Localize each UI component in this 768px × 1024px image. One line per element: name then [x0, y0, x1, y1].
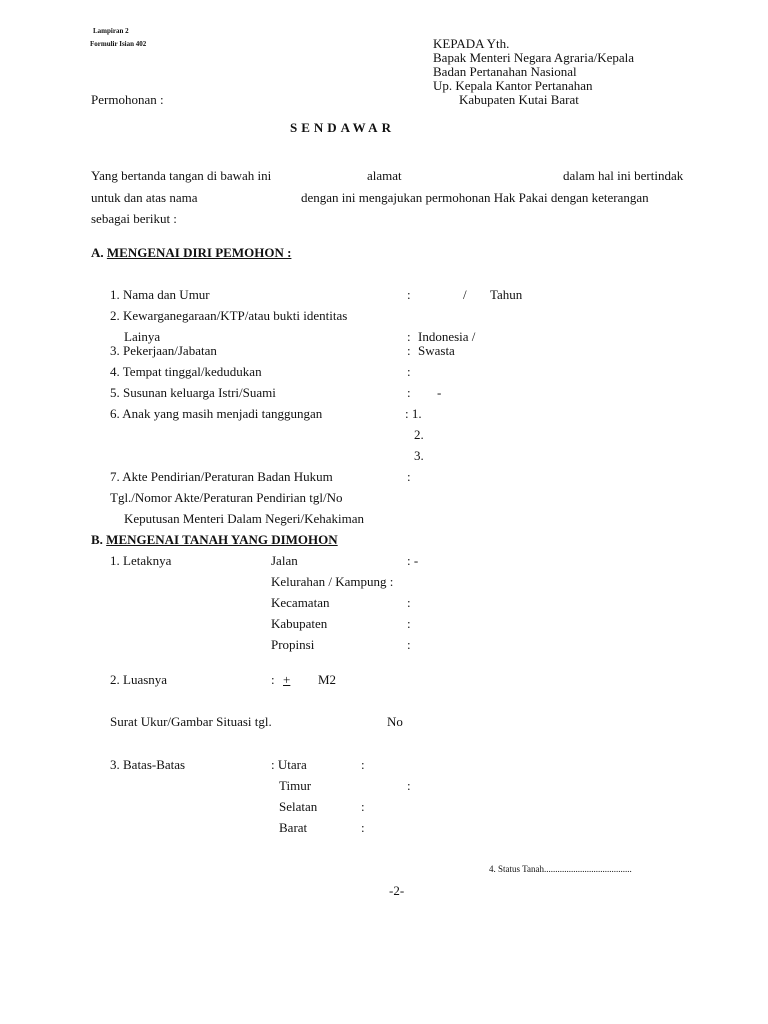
intro-line-2a: untuk dan atas nama	[91, 190, 198, 205]
a7-continuation-1: Tgl./Nomor Akte/Peraturan Pendirian tgl/No	[110, 490, 343, 505]
a6-value-2: 2.	[414, 427, 424, 442]
section-a-heading	[91, 245, 291, 261]
kepada-label: KEPADA Yth.	[433, 36, 510, 51]
a7-colon: :	[407, 469, 411, 484]
b2-label: 2. Luasnya	[110, 672, 168, 687]
b3-barat-colon: :	[361, 820, 365, 835]
section-b-title: MENGENAI TANAH YANG DIMOHON	[106, 532, 338, 547]
section-b-letter: B.	[91, 532, 103, 547]
a6-value-3: 3.	[414, 448, 424, 463]
a1-label: 1. Nama dan Umur	[110, 287, 210, 302]
intro-line-1c: dalam hal ini bertindak	[563, 168, 684, 183]
a3-label: 3. Pekerjaan/Jabatan	[110, 343, 217, 358]
a4-label: 4. Tempat tinggal/kedudukan	[110, 364, 262, 379]
b1-kabupaten: Kabupaten	[271, 616, 328, 631]
address-line-4: Kabupaten Kutai Barat	[459, 92, 579, 107]
a1-tahun: Tahun	[490, 287, 523, 302]
section-a-letter: A.	[91, 245, 104, 260]
b1-kecamatan: Kecamatan	[271, 595, 330, 610]
b1-propinsi: Propinsi	[271, 637, 315, 652]
a3-value: Swasta	[418, 343, 455, 358]
address-line-2: Badan Pertanahan Nasional	[433, 64, 577, 79]
b3-barat: Barat	[279, 820, 308, 835]
section-a-title: MENGENAI DIRI PEMOHON :	[106, 245, 292, 260]
intro-line-1a: Yang bertanda tangan di bawah ini	[91, 168, 272, 183]
b1-kabupaten-colon: :	[407, 616, 411, 631]
page-number: -2-	[389, 883, 405, 898]
b1-jalan: Jalan	[271, 553, 298, 568]
formulir-label: Formulir Isian 402	[90, 40, 147, 48]
intro-line-3: sebagai berikut :	[91, 211, 177, 226]
a5-label: 5. Susunan keluarga Istri/Suami	[110, 385, 276, 400]
a2-label: 2. Kewarganegaraan/KTP/atau bukti identitas	[110, 308, 348, 323]
b3-selatan: Selatan	[279, 799, 318, 814]
permohonan-label: Permohonan :	[91, 92, 164, 107]
b2-unit: M2	[318, 672, 337, 687]
b1-kelurahan: Kelurahan / Kampung :	[271, 574, 394, 589]
lampiran-label: Lampiran 2	[93, 27, 129, 35]
a2-value: Indonesia /	[418, 329, 476, 344]
a2-continuation: Lainya	[124, 329, 161, 344]
a2-colon: :	[407, 329, 411, 344]
a6-value-1: : 1.	[405, 406, 422, 421]
a5-colon: :	[407, 385, 411, 400]
b2-colon: :	[271, 672, 275, 687]
b1-kecamatan-colon: :	[407, 595, 411, 610]
section-b-heading	[91, 532, 338, 548]
status-tanah-continuation: 4. Status Tanah.......................................	[489, 864, 632, 874]
address-line-3: Up. Kepala Kantor Pertanahan	[433, 78, 593, 93]
b3-label: 3. Batas-Batas	[110, 757, 186, 772]
surat-ukur-no: No	[387, 714, 403, 729]
b1-propinsi-colon: :	[407, 637, 411, 652]
a1-colon: :	[407, 287, 411, 302]
b3-selatan-colon: :	[361, 799, 365, 814]
b3-utara-colon: :	[361, 757, 365, 772]
b3-timur-colon: :	[407, 778, 411, 793]
intro-line-1b: alamat	[367, 168, 402, 183]
surat-ukur-label: Surat Ukur/Gambar Situasi tgl.	[110, 714, 272, 729]
b3-timur: Timur	[279, 778, 312, 793]
address-line-1: Bapak Menteri Negara Agraria/Kepala	[433, 50, 635, 65]
a7-label: 7. Akte Pendirian/Peraturan Badan Hukum	[110, 469, 333, 484]
b2-plus-minus: +	[283, 672, 291, 687]
b1-jalan-value: : -	[407, 553, 419, 568]
document-title: SENDAWAR	[290, 120, 395, 135]
a5-value: -	[437, 385, 442, 400]
a7-continuation-2: Keputusan Menteri Dalam Negeri/Kehakiman	[124, 511, 365, 526]
b1-label: 1. Letaknya	[110, 553, 172, 568]
a4-colon: :	[407, 364, 411, 379]
a6-label: 6. Anak yang masih menjadi tanggungan	[110, 406, 323, 421]
intro-line-2b: dengan ini mengajukan permohonan Hak Pakai dengan keterangan	[301, 190, 649, 205]
a1-slash: /	[463, 287, 467, 302]
a3-colon: :	[407, 343, 411, 358]
b3-utara: : Utara	[271, 757, 307, 772]
